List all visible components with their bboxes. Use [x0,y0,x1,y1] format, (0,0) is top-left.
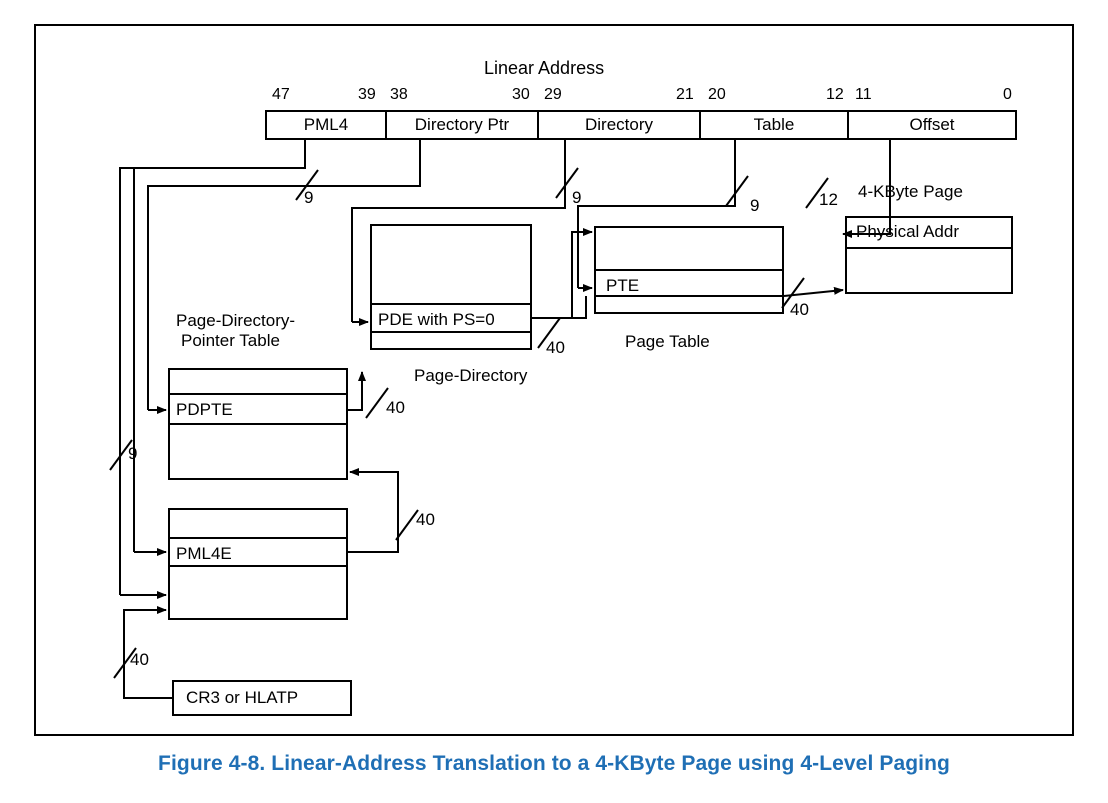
bit-tick-20: 20 [708,86,726,103]
pdpt-label-line2: Pointer Table [181,331,280,350]
bit-tick-12: 12 [826,86,844,103]
width-label-dirptr-index: 9 [572,188,582,207]
page-table-label: Page Table [625,332,710,351]
page-table-box [594,226,784,314]
la-field-pml4: PML4 [265,110,385,140]
width-label-pml4-index: 9 [304,188,314,207]
figure-caption: Figure 4-8. Linear-Address Translation to a 4-KByte Page using 4-Level Paging [158,752,950,775]
linear-address-title: Linear Address [484,58,605,78]
page-directory-box [370,224,532,350]
width-label-pml4e-base: 40 [416,510,435,529]
la-field-directory: Directory [537,110,699,140]
bit-tick-21: 21 [676,86,694,103]
la-field-directory-ptr: Directory Ptr [385,110,537,140]
pml4-entry: PML4E [176,544,232,563]
width-label-offset-width: 12 [819,190,838,209]
bit-tick-29: 29 [544,86,562,103]
pdpt-box [168,368,348,480]
width-label-table-index: 9 [128,444,138,463]
cr3-label: CR3 or HLATP [186,688,299,707]
page-table-entry: PTE [606,276,640,295]
page-4kbyte-label: 4-KByte Page [858,182,963,201]
la-field-offset: Offset [847,110,1017,140]
bit-tick-38: 38 [390,86,408,103]
bit-tick-0: 0 [1003,86,1012,103]
page-directory-entry: PDE with PS=0 [378,310,495,329]
width-label-pdpte-base: 40 [386,398,405,417]
width-label-pde-base: 40 [546,338,565,357]
bit-tick-39: 39 [358,86,376,103]
pml4-table-box [168,508,348,620]
pdpt-label-line1: Page-Directory- [176,311,296,330]
bit-tick-47: 47 [272,86,290,103]
pdpt-entry: PDPTE [176,400,233,419]
width-label-pte-base: 40 [790,300,809,319]
width-label-cr3-base: 40 [130,650,149,669]
bit-tick-30: 30 [512,86,530,103]
page-4kbyte-entry: Physical Addr [856,222,959,241]
width-label-directory-index: 9 [750,196,760,215]
page-directory-label: Page-Directory [414,366,528,385]
bit-tick-11: 11 [855,86,872,103]
la-field-table: Table [699,110,847,140]
